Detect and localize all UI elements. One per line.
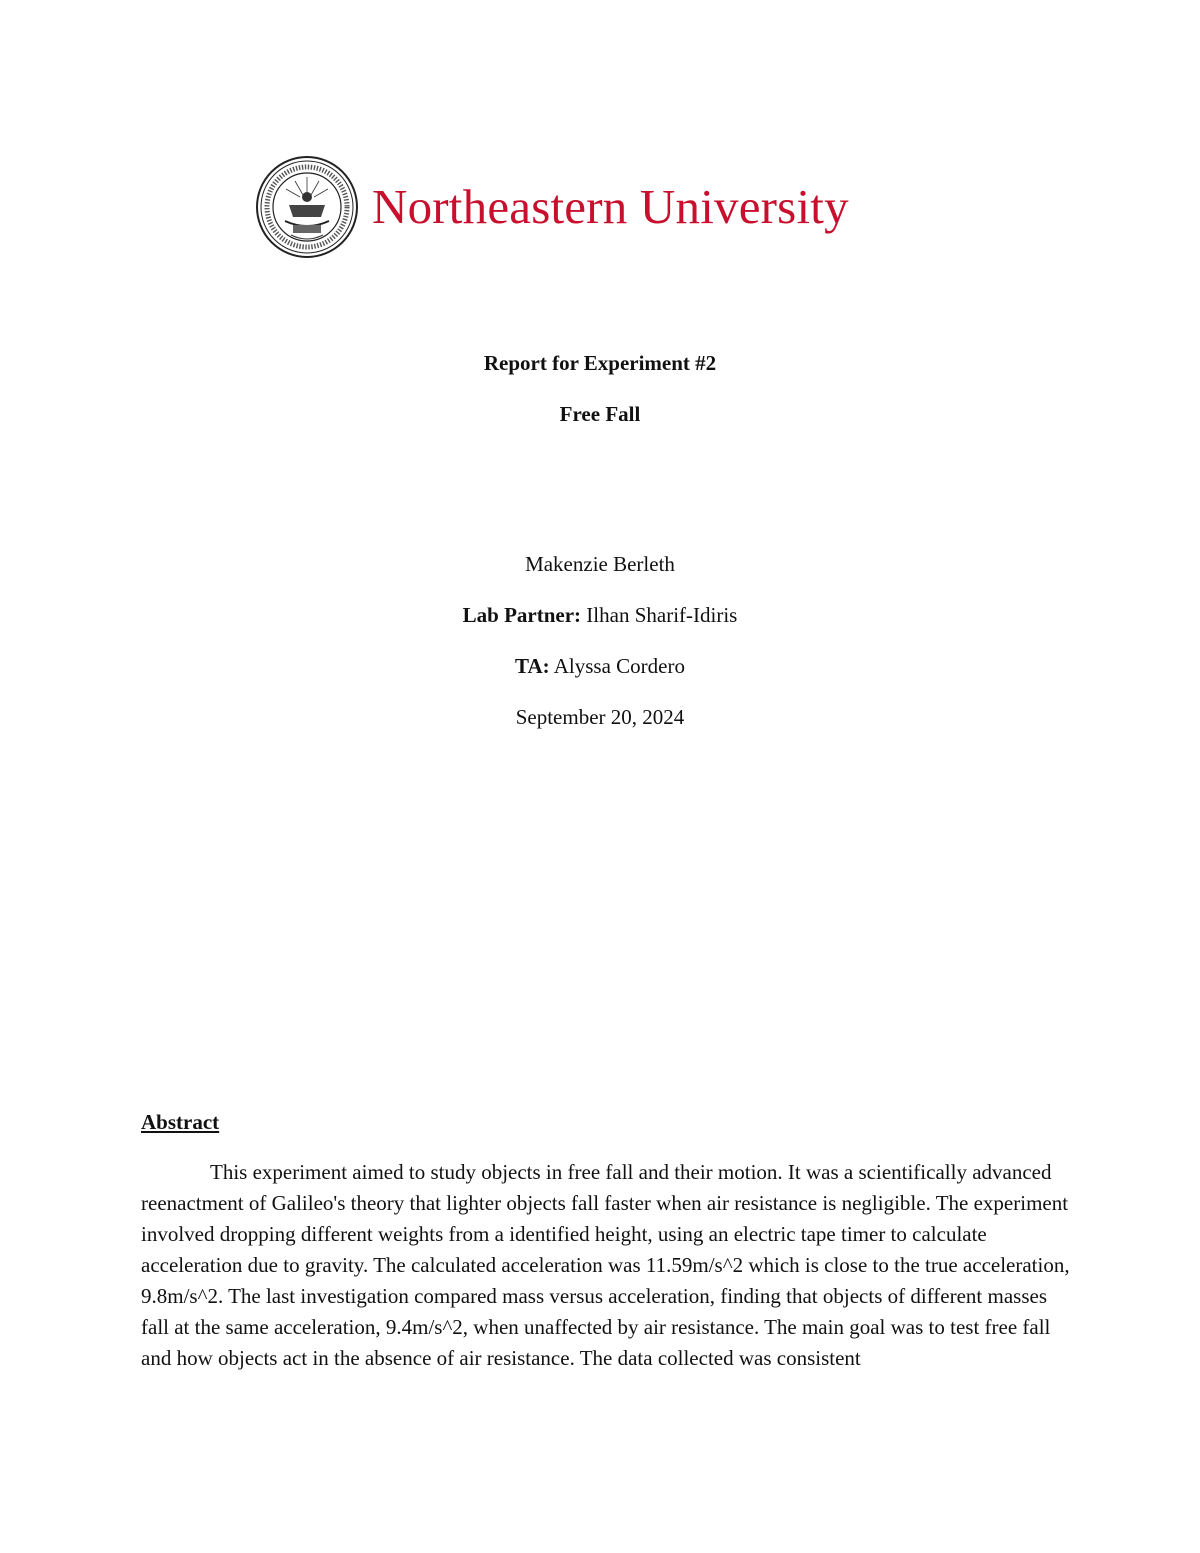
- experiment-name: Free Fall: [559, 402, 641, 426]
- ta-label: TA:: [515, 654, 550, 678]
- university-seal-icon: [255, 155, 359, 259]
- lab-partner-name: Ilhan Sharif-Idiris: [586, 603, 738, 627]
- report-date: September 20, 2024: [515, 705, 685, 729]
- author-name: Makenzie Berleth: [525, 552, 675, 576]
- abstract-heading: Abstract: [141, 1110, 220, 1134]
- ta-name: Alyssa Cordero: [553, 654, 685, 678]
- ta-line: [0, 652, 1200, 680]
- university-logo: [255, 155, 945, 259]
- lab-partner-line: [0, 601, 1200, 629]
- abstract-body: This experiment aimed to study objects in free fall and their motion. It was a scientifically advanced reenactment of Galileo's theory that lighter objects fall faster when air resistance is negligible. The experiment involved dropping different weights from a identified height, using an electric tape timer to calculate acceleration due to gravity. The calculated acceleration was 11.59m/s^2 which is close to the true acceleration, 9.8m/s^2. The last investigation compared mass versus acceleration, finding that objects of different masses fall at the same acceleration, 9.4m/s^2, when unaffected by air resistance. The main goal was to test free fall and how objects act in the absence of air resistance. The data collected was consistent: [141, 1160, 1070, 1370]
- report-title: Report for Experiment #2: [483, 351, 717, 375]
- lab-partner-label: Lab Partner:: [462, 603, 582, 627]
- university-wordmark: Northeastern University: [372, 179, 849, 234]
